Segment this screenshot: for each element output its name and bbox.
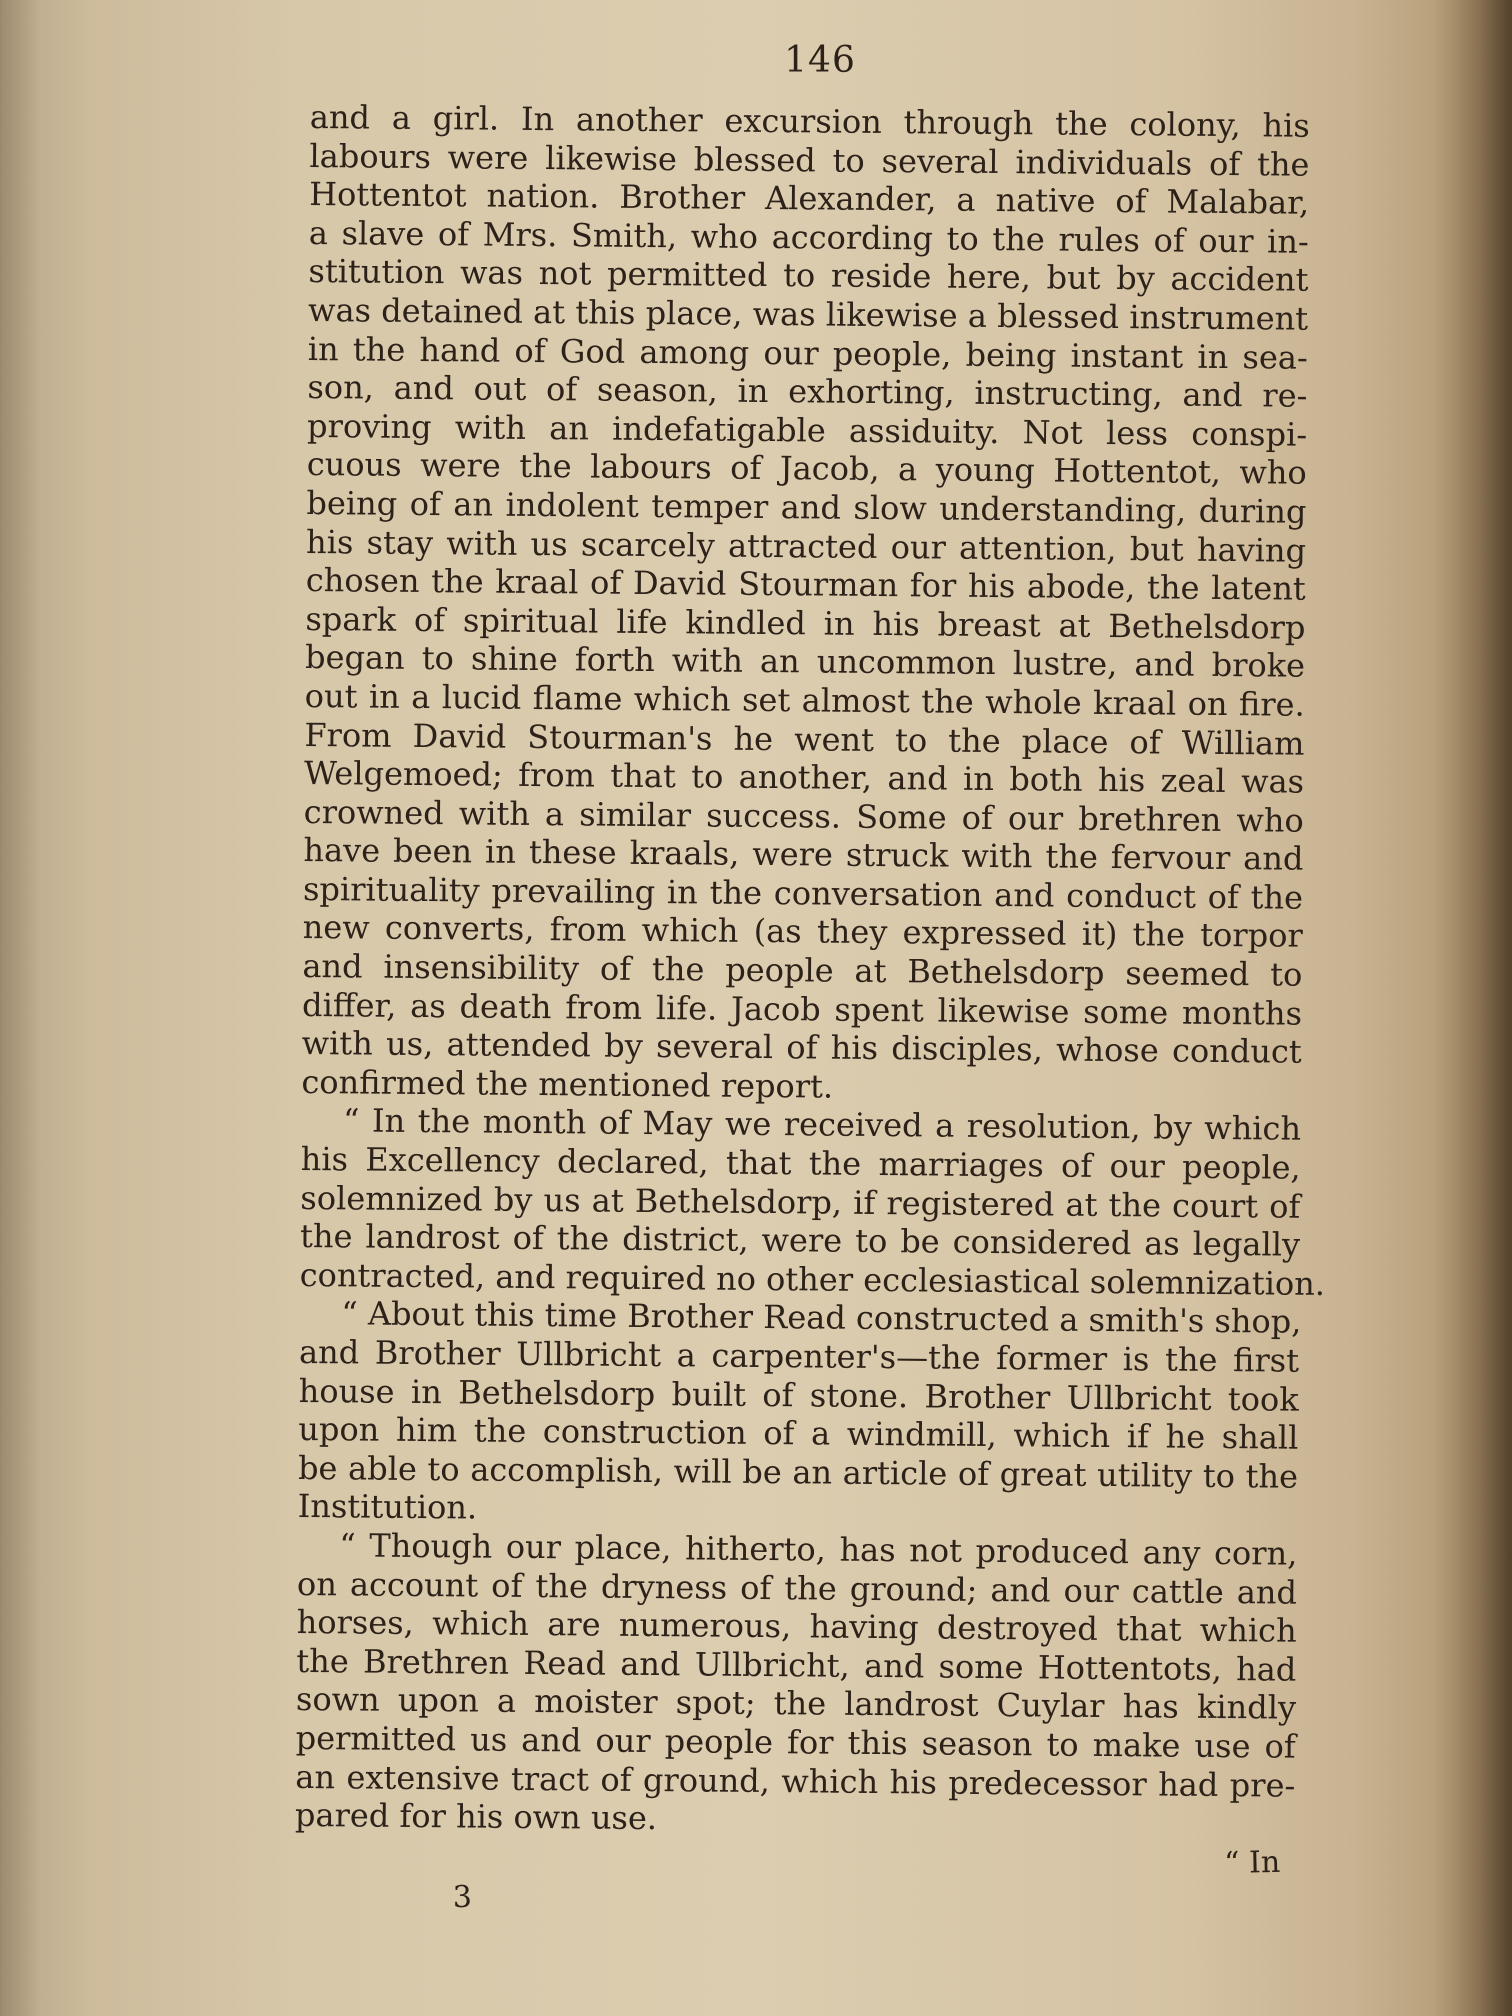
text-line: chosen the kraal of David Stourman for his abode, the latent [305, 561, 1306, 608]
text-line: pared for his own use. [294, 1796, 658, 1838]
signature-mark: 3 [452, 1879, 473, 1916]
text-line: be able to accomplish, will be an article of great utility to the [297, 1448, 1299, 1496]
text-line: “ In the month of May we received a resolution, by which [342, 1101, 1302, 1149]
text-line: crowned with a similar success. Some of our brethren who [303, 792, 1304, 840]
text-line: confirmed the mentioned report. [301, 1062, 834, 1106]
page-edge [1432, 0, 1512, 2016]
text-line: solemnized by us at Bethelsdorp, if registered at the court of [300, 1178, 1301, 1226]
text-line: his Excellency declared, that the marriages of our people, [300, 1139, 1301, 1187]
text-line: in the hand of God among our people, being instant in sea- [307, 329, 1308, 377]
text-line: spirituality prevailing in the conversation and conduct of the [302, 869, 1304, 917]
text-line: the Brethren Read and Ullbricht, and some Hottentots, had [296, 1641, 1297, 1689]
text-line: spark of spiritual life kindled in his breast at Bethelsdorp [305, 599, 1306, 647]
text-line: son, and out of season, in exhorting, instructing, and re- [307, 368, 1308, 415]
text-line: horses, which are numerous, having destroyed that which [296, 1603, 1297, 1650]
text-line: new converts, from which (as they expressed it) the torpor [302, 908, 1303, 956]
text-line: and a girl. In another excursion through the colony, his [309, 98, 1310, 145]
text-line: Institution. [297, 1487, 478, 1527]
text-line: have been in these kraals, were struck with the fervour and [303, 831, 1304, 878]
gutter-shadow [0, 0, 40, 2016]
text-line: house in Bethelsdorp built of stone. Brother Ullbricht took [298, 1371, 1299, 1419]
text-line: labours were likewise blessed to several individuals of the [309, 136, 1310, 184]
text-line: Welgemoed; from that to another, and in both his zeal was [303, 754, 1305, 801]
text-line: proving with an indefatigable assiduity. Not less conspi- [306, 406, 1308, 454]
text-line: upon him the construction of a windmill, which if he shall [298, 1410, 1299, 1457]
text-line: permitted us and our people for this season to make use of [295, 1718, 1296, 1766]
page-footer [310, 1844, 1281, 1916]
text-line: being of an indolent temper and slow understanding, during [306, 483, 1307, 531]
text-line: contracted, and required no other ecclesiastical solemnization. [299, 1255, 1326, 1303]
text-line: out in a lucid flame which set almost the whole kraal on fire. [304, 676, 1305, 724]
body-text [294, 98, 1326, 1843]
text-line: and Brother Ullbricht a carpenter's—the former is the first [298, 1332, 1300, 1380]
text-line: was detained at this place, was likewise a blessed instrument [307, 290, 1309, 338]
text-line: with us, attended by several of his disciples, whose conduct [301, 1024, 1302, 1071]
text-line: began to shine forth with an uncommon lustre, and broke [304, 638, 1306, 686]
text-line: cuous were the labours of Jacob, a young Hottentot, who [306, 445, 1307, 493]
text-line: the landrost of the district, were to be considered as legally [299, 1217, 1301, 1264]
text-line: “ About this time Brother Read constructed a smith's shop, [341, 1294, 1302, 1342]
text-line: stitution was not permitted to reside here, but by accident [308, 252, 1309, 300]
text-line: sown upon a moister spot; the landrost Cuylar has kindly [295, 1680, 1297, 1728]
text-line: on account of the dryness of the ground; and our cattle and [296, 1564, 1298, 1612]
page-number: 146 [784, 40, 856, 81]
text-line: differ, as death from life. Jacob spent likewise some months [301, 985, 1303, 1033]
text-line: his stay with us scarcely attracted our attention, but having [305, 522, 1307, 570]
text-line: From David Stourman's he went to the place of William [304, 715, 1305, 763]
text-line: a slave of Mrs. Smith, who according to the rules of our in- [308, 213, 1309, 261]
text-line: an extensive tract of ground, which his predecessor had pre- [295, 1757, 1296, 1805]
text-line: Hottentot nation. Brother Alexander, a native of Malabar, [308, 175, 1310, 222]
text-line: “ Though our place, hitherto, has not produced any corn, [339, 1526, 1298, 1573]
catchword: “ In [1223, 1844, 1281, 1882]
text-line: and insensibility of the people at Bethelsdorp seemed to [302, 947, 1303, 994]
